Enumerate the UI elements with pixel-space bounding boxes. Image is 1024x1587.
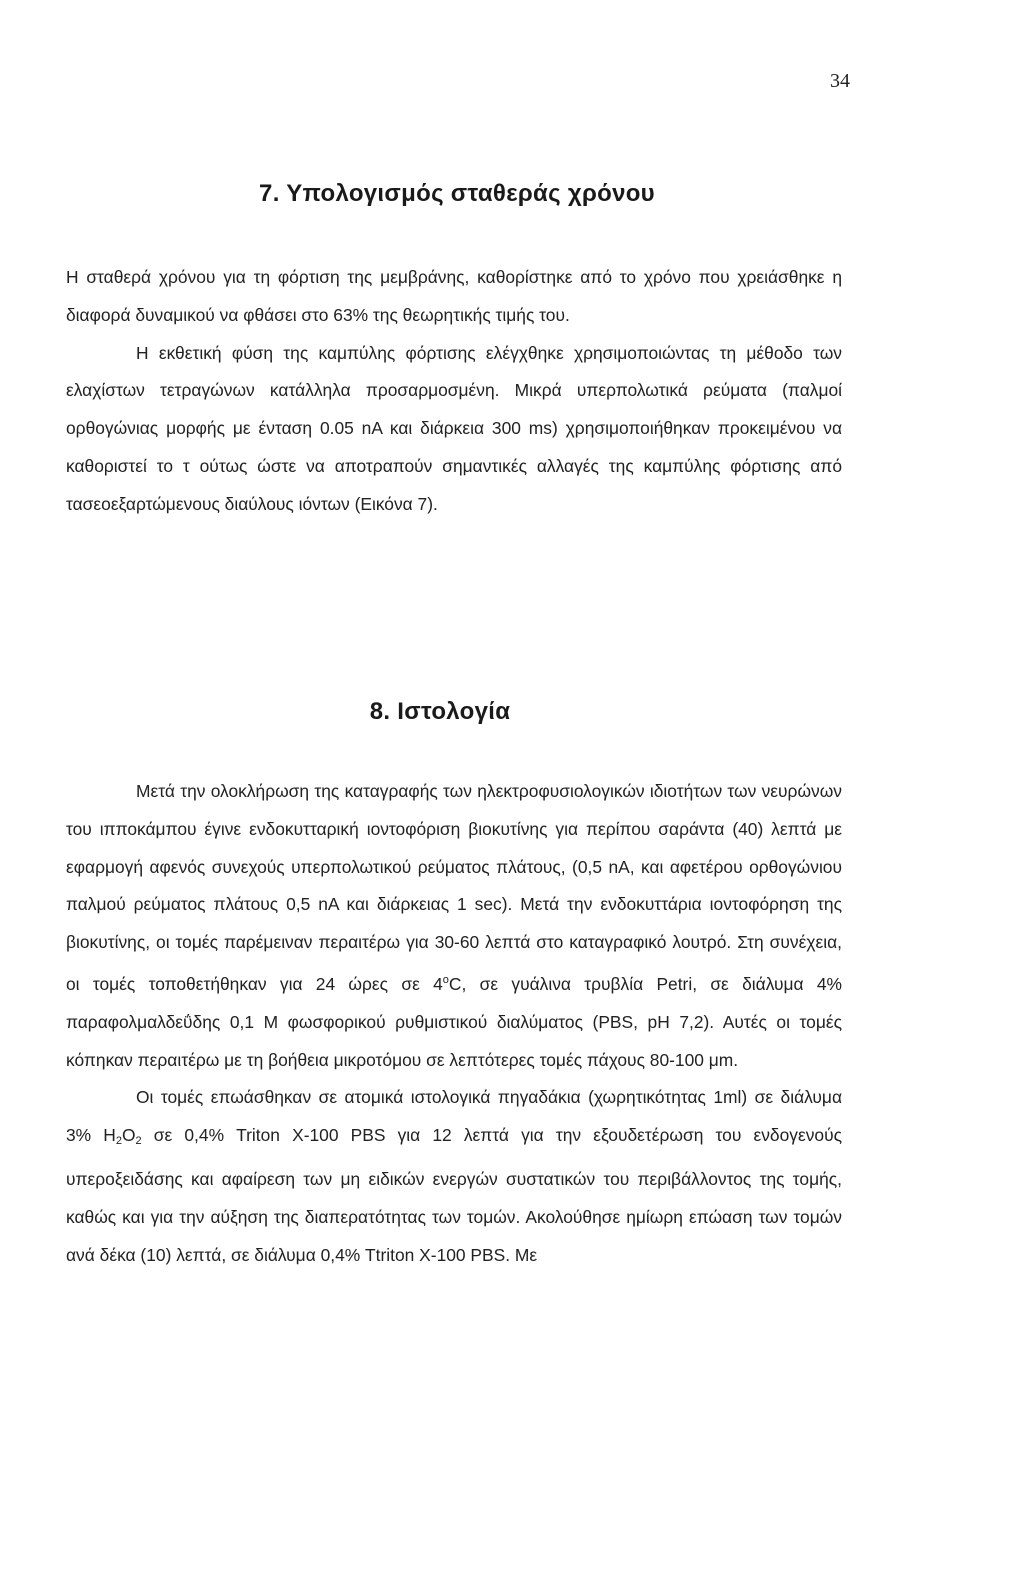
section-7-title: 7. Υπολογισμός σταθεράς χρόνου <box>259 180 655 207</box>
para2-oxygen: O <box>121 1125 136 1146</box>
o2-subscript: 2 <box>135 1135 142 1148</box>
para1-text-b: C, σε γυάλινα τρυβλία Petri, σε διάλυμα 4% παραφολμαλδεΰδης 0,1 M φωσφορικού ρυθμιστικού διαλύματος (PBS, pH 7,2). Αυτές οι τομές κόπηκαν περαιτέρω με τη βοήθεια μικροτόμου σε λεπτότερες τομές πάχους 80-100 μm. <box>66 973 842 1070</box>
para1-text-a: Μετά την ολοκλήρωση της καταγραφής των ηλεκτροφυσιολογικών ιδιοτήτων των νευρώνων του ιπποκάμπου έγινε ενδοκυτταρική ιοντοφόριση βιοκυτίνης για περίπου σαράντα (40) λεπτά με εφαρμογή αφενός συνεχούς υπερπολωτικού ρεύματος πλάτους, (0,5 nA, και αφετέρου ορθογώνιου παλμού ρεύματος πλάτους 0,5 nA και διάρκειας 1 sec). Μετά την ενδοκυττάρια ιοντοφόρηση της βιοκυτίνης, οι τομές παρέμειναν περαιτέρω για 30-60 λεπτά στο καταγραφικό λουτρό. Στη συνέχεια, οι τομές τοποθετήθηκαν για 24 ώρες σε 4 <box>66 781 842 994</box>
section-7-body <box>66 259 842 524</box>
degree-superscript: o <box>442 973 449 986</box>
section-8-body <box>66 773 842 1274</box>
section-8-paragraph-1 <box>66 773 842 1079</box>
page-number: 34 <box>830 70 850 92</box>
para2-text-b: σε 0,4% Triton X-100 PBS για 12 λεπτά για την εξουδετέρωση του ενδογενούς υπεροξειδάσης και αφαίρεση των μη ειδικών ενεργών συστατικών του περιβάλλοντος της τομής, καθώς και για την αύξηση της διαπερατότητας των τομών. Ακολούθησε ημίωρη επώαση των τομών ανά δέκα (10) λεπτά, σε διάλυμα 0,4% Ttriton X-100 PBS. Με <box>66 1125 842 1265</box>
section-7-paragraph-1: Η σταθερά χρόνου για τη φόρτιση της μεμβράνης, καθορίστηκε από το χρόνο που χρειάσθηκε η διαφορά δυναμικού να φθάσει στο 63% της θεωρητικής τιμής του. <box>66 267 842 325</box>
h2-subscript: 2 <box>115 1135 122 1148</box>
section-7-paragraph-2: Η εκθετική φύση της καμπύλης φόρτισης ελέγχθηκε χρησιμοποιώντας τη μέθοδο των ελαχίστων τετραγώνων κατάλληλα προσαρμοσμένη. Μικρά υπερπολωτικά ρεύματα (παλμοί ορθογώνιας μορφής με ένταση 0.05 nA και διάρκεια 300 ms) χρησιμοποιήθηκαν προκειμένου να καθοριστεί το τ ούτως ώστε να αποτραπούν σημαντικές αλλαγές της καμπύλης φόρτισης από τασεοεξαρτώμενους διαύλους ιόντων (Εικόνα 7). <box>66 342 842 514</box>
section-8-title: 8. Ιστολογία <box>369 698 511 725</box>
para2-text-a: Οι τομές επωάσθηκαν σε ατομικά ιστολογικά πηγαδάκια (χωρητικότητας 1ml) σε διάλυμα 3% H <box>66 1087 842 1146</box>
section-8-paragraph-2 <box>66 1079 842 1274</box>
